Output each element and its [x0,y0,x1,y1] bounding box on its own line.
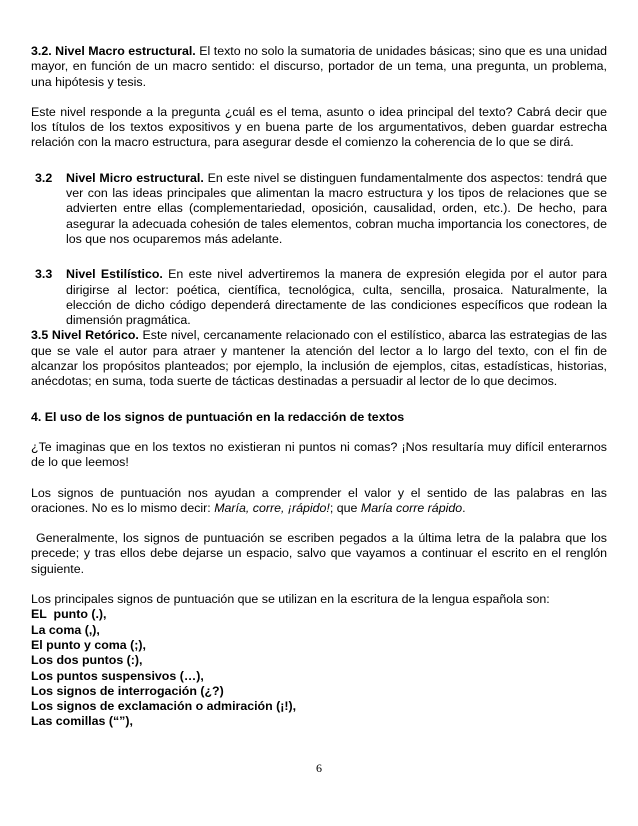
stylistic-body: En este nivel advertiremos la manera de expresión elegida por el autor para dirigirse al lector: poética, científica, tecnológica, culta, sencilla, prosaica. Naturalmente, la elección de dicho código dependerá directamente de las condiciones específicos que rodean la dimensión pragmática. [66,267,607,328]
punctuation-list-item: Los dos puntos (:), [31,653,143,668]
section-3-2-body: El texto no solo la sumatoria de unidades básicas; sino que es una unidad mayor, en función de un macro sentido: el discurso, portador de un tema, una pregunta, un problema, una hipótesis y tesis. [31,44,607,89]
stylistic-number: 3.3 [35,267,53,282]
section-3-2-second-paragraph: Este nivel responde a la pregunta ¿cuál es el tema, asunto o idea principal del texto? Cabrá decir que los títulos de los textos expositivos y en buena parte de los argumentativos, deben guardar estrecha relación con la macro estructura, para asegurar desde el comienzo la coherencia de lo que se dirá. [31,104,607,150]
punctuation-list-item: Los signos de exclamación o admiración (¡!), [31,699,297,714]
section-3-2-heading: 3.2. Nivel Macro estructural. [31,44,196,58]
punctuation-list-item: Los signos de interrogación (¿?) [31,683,224,698]
rhetorical-heading: 3.5 Nivel Retórico. [31,328,139,343]
micro-structural-heading: Nivel Micro estructural. [66,170,204,185]
paragraph-2-end: . [462,500,466,515]
punctuation-list-item: EL punto (.), [31,607,107,622]
micro-structural-body: En este nivel se distinguen fundamentalmente dos aspectos: tendrá que ver con las ideas principales que alimentan la macro estructura y los tipos de relaciones que se advierten entre ellas (complementariedad, oposición, causalidad, orden, etc.). De hecho, para asegurar la adecuada cohesión de tales elementos, cobran mucha importancia los conectores, de los que nos ocuparemos más adelante. [66,170,608,246]
section-4-paragraph-4: Los principales signos de puntuación que se utilizan en la escritura de la lengua española son: [31,592,550,607]
section-4-paragraph-3: Generalmente, los signos de puntuación se escriben pegados a la última letra de la palabra que los precede; y tras ellos debe dejarse un espacio, salvo que vayamos a continuar el escrito en el renglón siguiente. [31,531,611,576]
micro-structural-item [31,171,607,247]
document-page [31,44,611,730]
punctuation-list-item: Las comillas (“”), [31,714,133,729]
page-number: 6 [316,761,322,775]
stylistic-item [31,267,607,328]
rhetorical-paragraph [31,328,607,389]
section-4-heading: 4. El uso de los signos de puntuación en la redacción de textos [31,409,405,424]
punctuation-list-item: La coma (,), [31,622,100,637]
punctuation-list-item: Los puntos suspensivos (…), [31,668,204,683]
punctuation-list [31,607,607,729]
stylistic-heading: Nivel Estilístico. [66,267,163,282]
rhetorical-body: Este nivel, cercanamente relacionado con el estilístico, abarca las estrategias de las que se vale el autor para atraer y mantener la atención del lector a lo largo del texto, con el fin de alcanzar los propósitos planteados; por ejemplo, la inclusión de ejemplos, citas, estadísticas, historias, anécdotas; en suma, toda suerte de tácticas destinadas a persuadir al lector de lo que decimos. [31,328,607,389]
example-1: María, corre, ¡rápido! [214,500,330,515]
punctuation-list-item: El punto y coma (;), [31,637,146,652]
section-4-paragraph-2 [31,486,607,517]
example-2: María corre rápido [360,500,463,515]
section-3-2-paragraph [31,44,607,90]
section-4-paragraph-1: ¿Te imaginas que en los textos no existieran ni puntos ni comas? ¡Nos resultaría muy difícil enterarnos de lo que leemos! [31,439,607,470]
paragraph-2-lead: Los signos de puntuación nos ayudan a comprender el valor y el sentido de las palabras en las oraciones. No es lo mismo decir: [31,485,607,515]
paragraph-2-mid: ; que [329,500,361,515]
micro-structural-number: 3.2 [35,170,53,185]
